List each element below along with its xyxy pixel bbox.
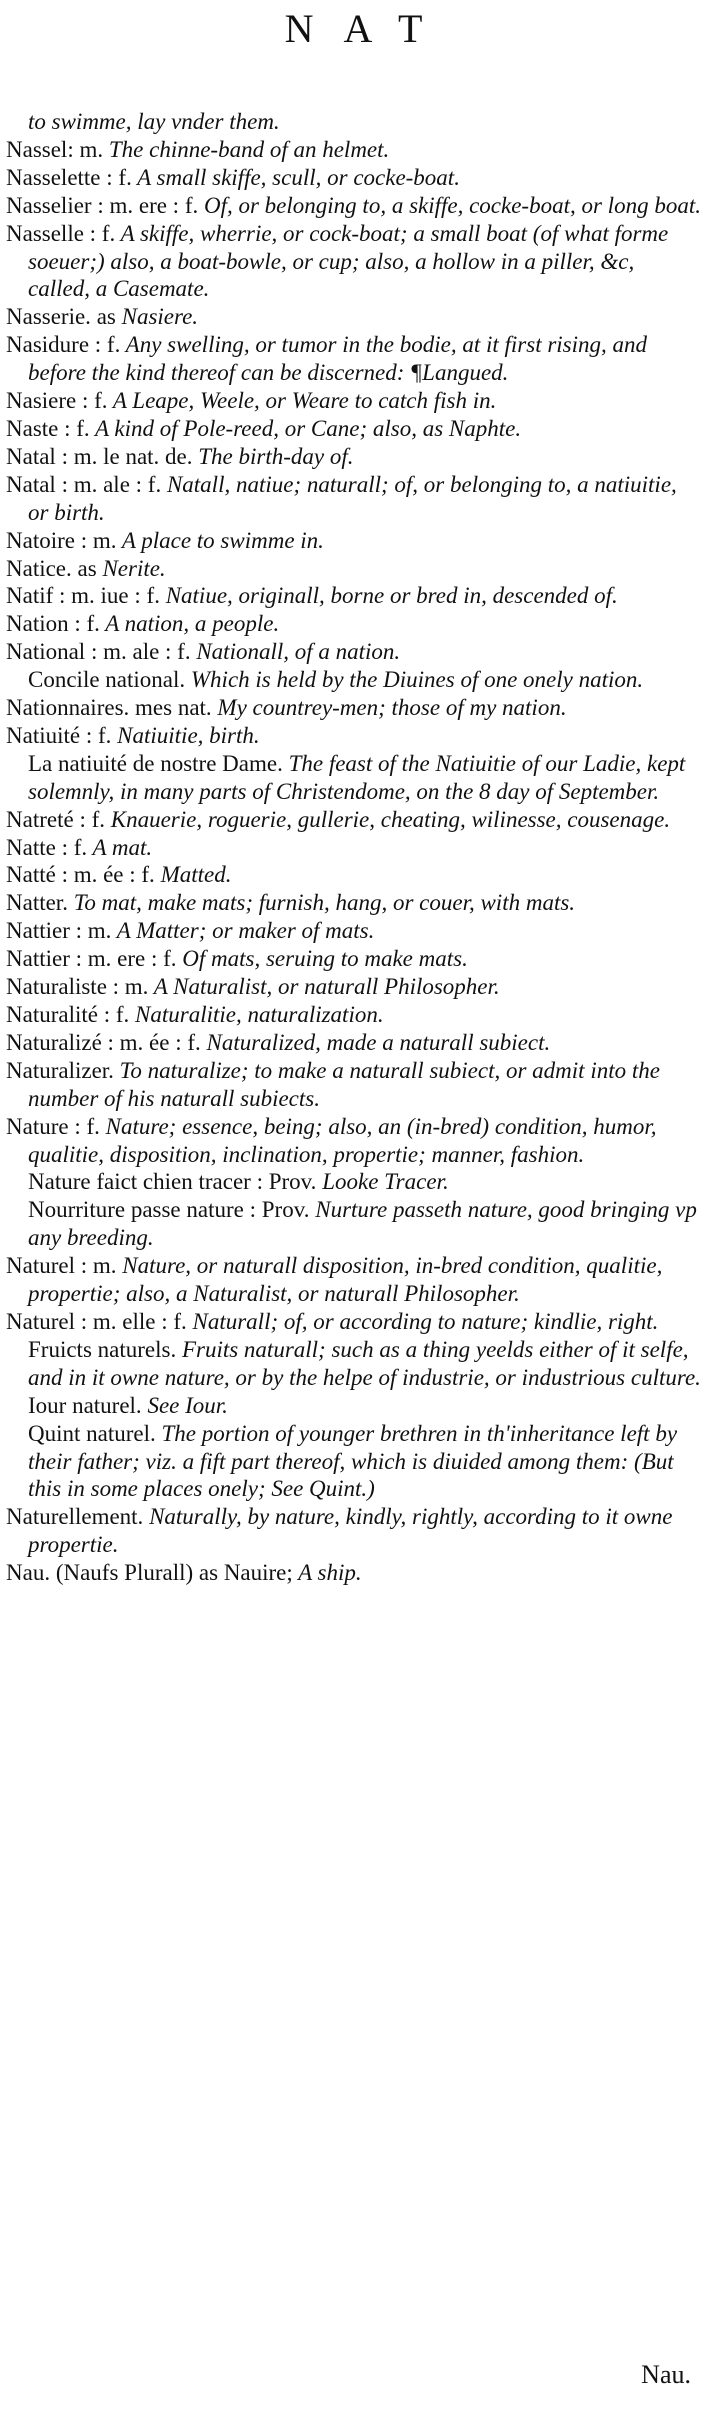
entry-headword: Nattier <box>6 918 70 944</box>
entry-headword: La natiuité de nostre Dame. <box>28 750 283 776</box>
entry-headword: Fruicts naturels. <box>28 1336 177 1362</box>
catchword: Nau. <box>641 2360 691 2389</box>
entry-grammar: : m. ere : f. <box>69 946 177 972</box>
entry-grammar: Prov. <box>262 1169 317 1195</box>
dictionary-entry <box>6 527 701 555</box>
entry-grammar: Prov. <box>256 1197 310 1223</box>
entry-definition: To naturalize; to make a naturall subiect, or admit into the number of his naturall subiects. <box>28 1057 660 1111</box>
entry-definition: Of mats, seruing to make mats. <box>176 946 468 972</box>
dictionary-entry <box>6 415 701 443</box>
entry-grammar: : m. ere : f. <box>91 192 199 218</box>
entry-headword: Naturalizer. <box>6 1057 114 1083</box>
entry-grammar: : f. <box>80 722 112 748</box>
dictionary-entry <box>6 220 701 304</box>
entry-definition: My countrey-men; those of my nation. <box>211 695 567 721</box>
entry-grammar: : m. elle : f. <box>74 1308 187 1334</box>
entry-headword: Natté <box>6 862 56 888</box>
entry-definition: Nurture passeth nature, good bringing vp any breeding. <box>28 1197 697 1251</box>
entry-grammar: : m. <box>69 918 112 944</box>
entry-grammar: : f. <box>100 164 132 190</box>
sub-entry <box>28 666 701 694</box>
entry-grammar: : m. ée : f. <box>55 862 155 888</box>
entry-headword: Nasidure <box>6 332 90 358</box>
entry-grammar: : m. iue : f. <box>53 583 160 609</box>
entry-definition: A nation, a people. <box>99 611 280 637</box>
entry-grammar: : m. <box>74 527 117 553</box>
entry-headword: Nassel: <box>6 136 74 162</box>
entry-definition: Natiue, originall, borne or bred in, descended of. <box>159 583 618 609</box>
running-head: NAT <box>284 6 453 51</box>
entry-headword: Natoire <box>6 527 75 553</box>
entry-definition: Any swelling, or tumor in the bodie, at it first rising, and before the kind thereof can be discerned: ¶Langued. <box>28 332 648 386</box>
dictionary-entry <box>6 638 701 666</box>
entry-headword: Naturalité <box>6 1002 98 1027</box>
dictionary-entry <box>6 136 701 164</box>
dictionary-entry <box>6 303 701 331</box>
entry-grammar: : m. ée : f. <box>101 1029 201 1055</box>
entry-definition: Natall, natiue; naturall; of, or belonging to, a natiuitie, or birth. <box>28 471 677 525</box>
dictionary-entry <box>6 889 701 917</box>
entry-definition: Naturalitie, naturalization. <box>129 1002 384 1027</box>
entry-headword: National <box>6 639 86 665</box>
entry-headword: Nasiere <box>6 388 77 414</box>
entry-grammar: : f. <box>97 1002 130 1027</box>
entry-grammar: as <box>90 304 116 330</box>
entry-definition: The birth-day of. <box>192 443 354 469</box>
dictionary-entry <box>6 806 701 834</box>
dictionary-entry <box>6 861 701 889</box>
entry-grammar: : f. <box>58 415 90 441</box>
entry-definition: Nerite. <box>96 555 166 581</box>
entry-definition: A ship. <box>292 1560 362 1586</box>
entry-grammar: : m. ale : f. <box>85 639 191 665</box>
entry-headword: Nau. <box>6 1560 51 1586</box>
dictionary-entry <box>6 192 701 220</box>
entry-definition: Knauerie, roguerie, gullerie, cheating, wilinesse, cousenage. <box>105 806 671 832</box>
sub-entry <box>28 1196 701 1252</box>
dictionary-entry <box>6 834 701 862</box>
entry-definition: Fruits naturall; such as a thing yeelds either of it selfe, and in it owne nature, or by the helpe of industrie, or industrious culture. <box>28 1336 701 1390</box>
entry-headword: Nasserie. <box>6 304 91 330</box>
entry-grammar: : f. <box>73 806 105 832</box>
entry-definition: A skiffe, wherrie, or cock-boat; a small boat (of what forme soeuer;) also, a boat-bowle, or cup; also, a hollow in a piller, &c, called, a Casemate. <box>28 220 669 302</box>
entry-grammar: : m. <box>74 1253 117 1279</box>
entry-headword: Quint naturel. <box>28 1420 156 1446</box>
entry-grammar: : f. <box>83 220 116 246</box>
entry-definition: Naturally, by nature, kindly, rightly, according to it owne propertie. <box>28 1504 673 1558</box>
sub-entry <box>28 1392 701 1420</box>
dictionary-entry <box>6 1252 701 1308</box>
dictionary-entry <box>6 973 701 1001</box>
entry-headword: Naturellement. <box>6 1504 144 1530</box>
entry-headword: Natif <box>6 583 54 609</box>
entry-headword: Nature faict chien tracer : <box>28 1169 263 1195</box>
entry-definition: See Iour. <box>141 1392 228 1418</box>
entry-grammar: : f. <box>55 834 88 860</box>
dictionary-entry <box>6 1559 701 1587</box>
dictionary-entry <box>6 945 701 973</box>
entry-definition: Nasiere. <box>115 304 199 330</box>
entry-headword: Natreté <box>6 806 74 832</box>
entry-headword: Natiuité <box>6 722 81 748</box>
dictionary-entry <box>6 164 701 192</box>
entry-headword: Nasselle <box>6 220 84 246</box>
dictionary-entry <box>6 917 701 945</box>
sub-entry <box>28 1420 701 1504</box>
dictionary-entry <box>6 1308 701 1336</box>
entry-grammar: : m. <box>106 974 149 1000</box>
entry-definition: A Matter; or maker of mats. <box>111 918 375 944</box>
entry-definition: A Leape, Weele, or Weare to catch fish in. <box>107 388 497 414</box>
entry-definition: Looke Tracer. <box>316 1169 449 1195</box>
entry-headword: Iour naturel. <box>28 1392 142 1418</box>
dictionary-entry <box>6 1001 701 1029</box>
entry-headword: Nattier <box>6 946 70 972</box>
entry-headword: Natal <box>6 471 56 497</box>
dictionary-entry <box>6 443 701 471</box>
dictionary-entry <box>6 387 701 415</box>
entry-grammar: : f. <box>68 1113 100 1139</box>
sub-entry <box>28 1336 701 1392</box>
entry-headword: Naturalizé <box>6 1029 102 1055</box>
sub-entry <box>28 1168 701 1196</box>
entry-definition: Nature, or naturall disposition, in-bred condition, qualitie, propertie; also, a Naturalist, or naturall Philosopher. <box>28 1253 663 1307</box>
entry-grammar: : f. <box>76 388 108 414</box>
entry-definition: to swimme, lay vnder them. <box>28 109 280 134</box>
entry-headword: Nasselette <box>6 164 101 190</box>
entry-definition: A small skiffe, scull, or cocke-boat. <box>131 164 460 190</box>
sub-entry <box>28 750 701 806</box>
entry-definition: The chinne-band of an helmet. <box>103 136 390 162</box>
entry-headword: Nation <box>6 611 69 637</box>
dictionary-entry <box>6 331 701 387</box>
entry-headword: Nationnaires. mes nat. <box>6 695 212 721</box>
entry-definition: A place to swimme in. <box>116 527 324 553</box>
entry-definition: Matted. <box>154 862 232 888</box>
entry-definition: Naturalized, made a naturall subiect. <box>200 1029 551 1055</box>
entry-grammar: : f. <box>89 332 121 358</box>
entry-grammar: m. <box>73 136 104 162</box>
dictionary-entry <box>6 722 701 750</box>
entry-definition: The portion of younger brethren in th'inheritance left by their father; viz. a fift part thereof, which is diuided among them: (But this in some places onely; See Quint.) <box>28 1420 678 1502</box>
entry-headword: Nature <box>6 1113 69 1139</box>
dictionary-entry <box>6 1503 701 1559</box>
entry-definition: Nationall, of a nation. <box>190 639 401 665</box>
entry-grammar: as <box>71 555 97 581</box>
continued-entry <box>6 108 701 136</box>
entry-grammar: : m. ale : f. <box>55 471 162 497</box>
dictionary-entry <box>6 1057 701 1113</box>
entry-headword: Natte <box>6 834 56 860</box>
entry-headword: Naturaliste <box>6 974 107 1000</box>
entry-definition: To mat, make mats; furnish, hang, or couer, with mats. <box>67 890 576 916</box>
dictionary-entry <box>6 1029 701 1057</box>
entry-definition: Naturall; of, or according to nature; kindlie, right. <box>186 1308 659 1334</box>
entry-definition: The feast of the Natiuitie of our Ladie, kept solemnly, in many parts of Christendome, on the 8 day of September. <box>28 750 686 804</box>
dictionary-entry <box>6 694 701 722</box>
dictionary-entry <box>6 582 701 610</box>
entry-definition: A kind of Pole-reed, or Cane; also, as Naphte. <box>89 415 522 441</box>
dictionary-entry <box>6 555 701 583</box>
entry-headword: Nasselier <box>6 192 92 218</box>
entry-grammar: : m. le nat. de. <box>55 443 193 469</box>
entry-definition: Natiuitie, birth. <box>111 722 260 748</box>
entry-definition: Which is held by the Diuines of one onely nation. <box>185 667 644 693</box>
entry-definition: A mat. <box>87 834 153 860</box>
entry-grammar: (Naufs Plurall) as Nauire; <box>50 1560 293 1586</box>
entry-headword: Concile national. <box>28 667 186 693</box>
entry-headword: Natal <box>6 443 56 469</box>
entry-headword: Natter. <box>6 890 68 916</box>
entry-headword: Naturel <box>6 1308 75 1334</box>
entry-definition: Of, or belonging to, a skiffe, cocke-boat, or long boat. <box>198 192 701 218</box>
entry-headword: Naturel <box>6 1253 75 1279</box>
entry-headword: Nourriture passe nature : <box>28 1197 257 1223</box>
entry-headword: Naste <box>6 415 59 441</box>
entry-headword: Natice. <box>6 555 72 581</box>
entry-list <box>6 108 701 1587</box>
dictionary-entry <box>6 610 701 638</box>
entry-definition: A Naturalist, or naturall Philosopher. <box>148 974 500 1000</box>
dictionary-entry <box>6 1113 701 1169</box>
entry-grammar: : f. <box>68 611 100 637</box>
dictionary-entry <box>6 471 701 527</box>
entry-definition: Nature; essence, being; also, an (in-bred) condition, humor, qualitie, disposition, inclination, propertie; manner, fashion. <box>28 1113 657 1167</box>
